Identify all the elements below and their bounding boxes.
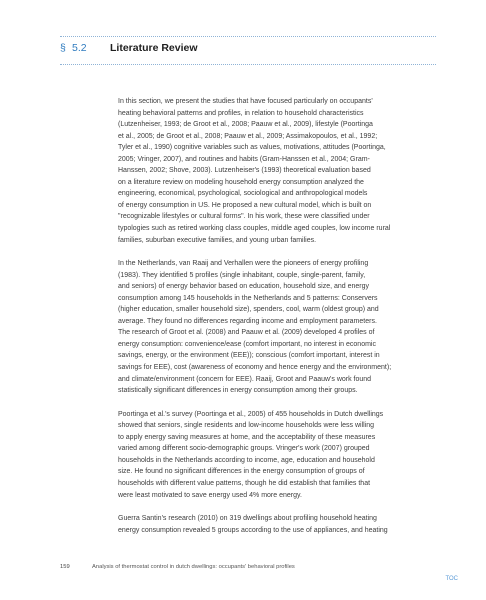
page-footer [60, 564, 440, 570]
paragraph-intro: In this section, we present the studies that have focused particularly on occupants' heating behavioral patterns and profiles, in relation to household characteristics (Lutzenheiser, 1993; de Groot et al., 2008; Paauw et al., 2009), lifestyle (Poortinga et al., 2005; de Groot et al., 2008; Paauw et al., 2009; Assimakopoulos, et al., 1992; Tyler et al., 1990) cognitive variables such as values, motivations, attitudes (Poortinga, 2005; Vringer, 2007), and routines and habits (Gram-Hanssen et al., 2004; Gram- Hanssen, 2002; Shove, 2003). Lutzenheiser's (1993) theoretical evaluation based on a literature review on modeling household energy consumption analyzed the engineering, economical, psychological, sociological and anthropological models of energy consumption in US. He proposed a new cultural model, which is built on "recognizable lifestyles or cultural forms". In his work, these were classified under typologies such as retired working class couples, middle aged couples, low income rural families, suburban executive families, and young urban families. [118, 98, 391, 244]
heading-divider [60, 64, 436, 65]
paragraph-netherlands: In the Netherlands, van Raaij and Verhallen were the pioneers of energy profiling (1983). They identified 5 profiles (single inhabitant, couple, single-parent, family, and seniors) of energy behavior based on education, household size, and energy consumption among 145 households in the Netherlands and 5 patterns: Conservers (higher education, smaller household size), spenders, cool, warm (oldest group) and average. They found no differences regarding income and employment parameters. The research of Groot et al. (2008) and Paauw et al. (2009) developed 4 profiles of energy consumption: convenience/ease (comfort important, no interest in economic savings, energy, or the environment (EEE)); conscious (comfort important, interest in savings for EEE), cost (awareness of economy and hence energy and the environment); and climate/environment (concern for EEE). Raaij, Groot and Paauw's work found statistically significant differences in energy consumption among their groups. [118, 260, 392, 395]
top-divider [60, 36, 436, 37]
section-heading [60, 42, 198, 58]
section-number: 5.2 [72, 42, 87, 54]
toc-link[interactable]: TOC [445, 576, 458, 582]
running-title: Analysis of thermostat control in dutch dwellings: occupants' behavioral profiles [92, 564, 295, 570]
page-number: 159 [60, 564, 70, 570]
paragraph-guerra-santin: Guerra Santin's research (2010) on 319 dwellings about profiling household heating energy consumption revealed 5 groups according to the use of appliances, and heating [118, 515, 388, 534]
body-text [118, 96, 438, 548]
section-title: Literature Review [110, 42, 198, 54]
paragraph-poortinga: Poortinga et al.'s survey (Poortinga et al., 2005) of 455 households in Dutch dwellings showed that seniors, single residents and low-income households were less willing to apply energy saving measures at home, and the acceptability of these measures varied among different socio-demographic groups. Vringer's work (2007) grouped households in the Netherlands according to income, age, education and household size. He found no significant differences in the energy consumption of groups of households with different value patterns, though he did establish that families that were least motivated to save energy used 4% more energy. [118, 410, 384, 499]
section-symbol: § [60, 42, 66, 54]
